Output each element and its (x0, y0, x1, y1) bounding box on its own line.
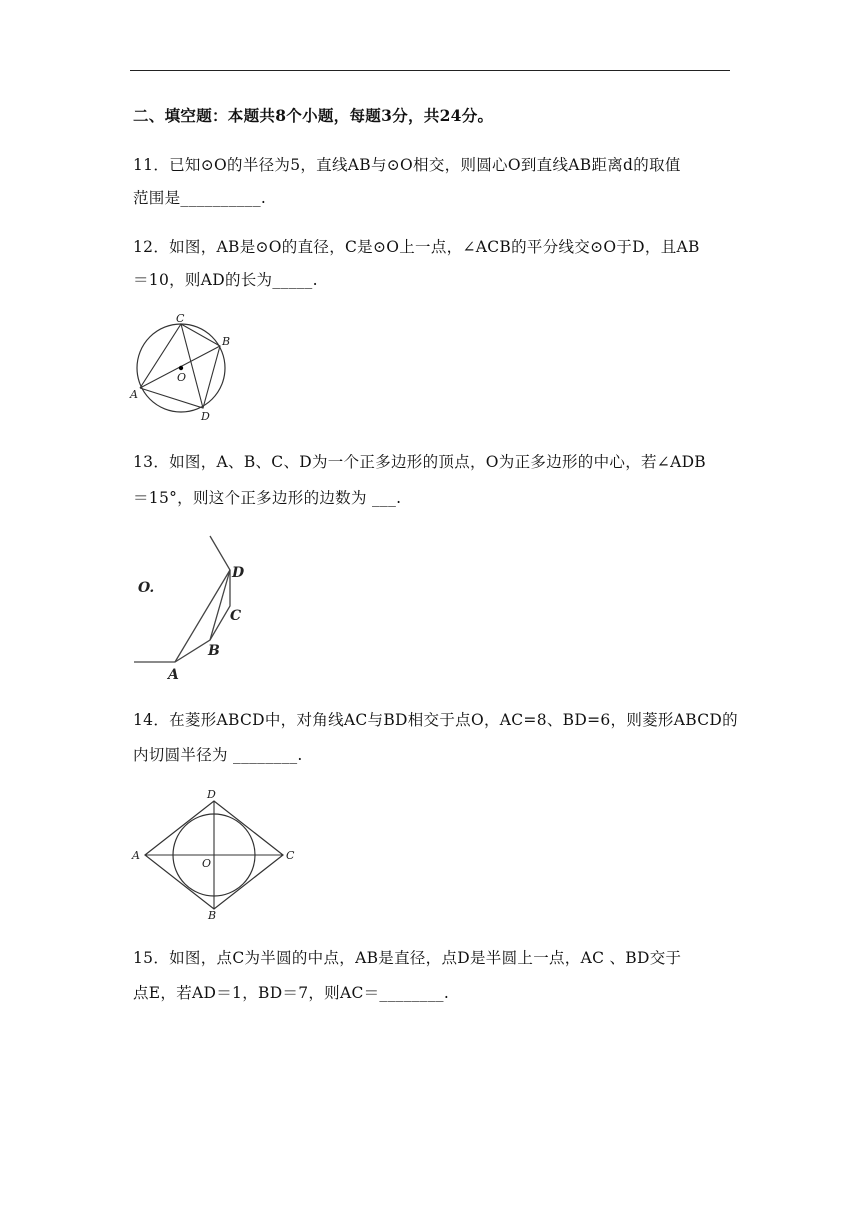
segment-ad (175, 570, 230, 662)
question-13-line-1: 13．如图，A、B、C、D为一个正多边形的顶点，O为正多边形的中心，若∠ADB (133, 453, 707, 471)
figure-14-rhombus (128, 786, 303, 921)
header-rule (130, 70, 730, 71)
question-12-line-2: ＝10，则AD的长为_____. (133, 271, 318, 289)
label-d: D (201, 410, 210, 423)
label-d: D (232, 565, 245, 581)
question-13-line-2: ＝15°，则这个正多边形的边数为 ___. (133, 489, 402, 507)
figure-13-polygon (130, 530, 260, 685)
quadrilateral-acbd (140, 324, 220, 408)
figure-12-circle (128, 310, 238, 425)
label-a: A (130, 388, 138, 401)
center-point-o (179, 366, 183, 370)
segment-bd (210, 570, 230, 640)
label-b: B (208, 643, 220, 659)
label-b: B (208, 909, 217, 922)
label-o: O (202, 857, 212, 870)
label-a: A (132, 849, 140, 862)
label-c: C (286, 849, 295, 862)
label-o: O. (138, 580, 155, 596)
question-11-line-1: 11．已知⊙O的半径为5，直线AB与⊙O相交，则圆心O到直线AB距离d的取值 (133, 156, 681, 174)
label-o: O (177, 371, 187, 384)
section-title: 二、填空题：本题共8个小题，每题3分，共24分。 (133, 106, 494, 125)
question-15-line-2: 点E，若AD＝1，BD＝7，则AC＝________. (133, 984, 450, 1002)
question-14-line-1: 14．在菱形ABCD中，对角线AC与BD相交于点O，AC=8、BD=6，则菱形ABCD的 (133, 711, 738, 729)
question-12-line-1: 12．如图，AB是⊙O的直径，C是⊙O上一点，∠ACB的平分线交⊙O于D，且AB (133, 238, 700, 256)
question-11-line-2: 范围是__________. (133, 189, 267, 207)
question-15-line-1: 15．如图，点C为半圆的中点，AB是直径，点D是半圆上一点，AC 、BD交于 (133, 949, 682, 967)
label-c: C (230, 608, 242, 624)
question-14-line-2: 内切圆半径为 ________. (133, 746, 303, 764)
label-d: D (207, 788, 216, 801)
label-a: A (168, 667, 179, 683)
bisector-cd (181, 324, 203, 408)
label-c: C (176, 312, 185, 325)
label-b: B (222, 335, 231, 348)
